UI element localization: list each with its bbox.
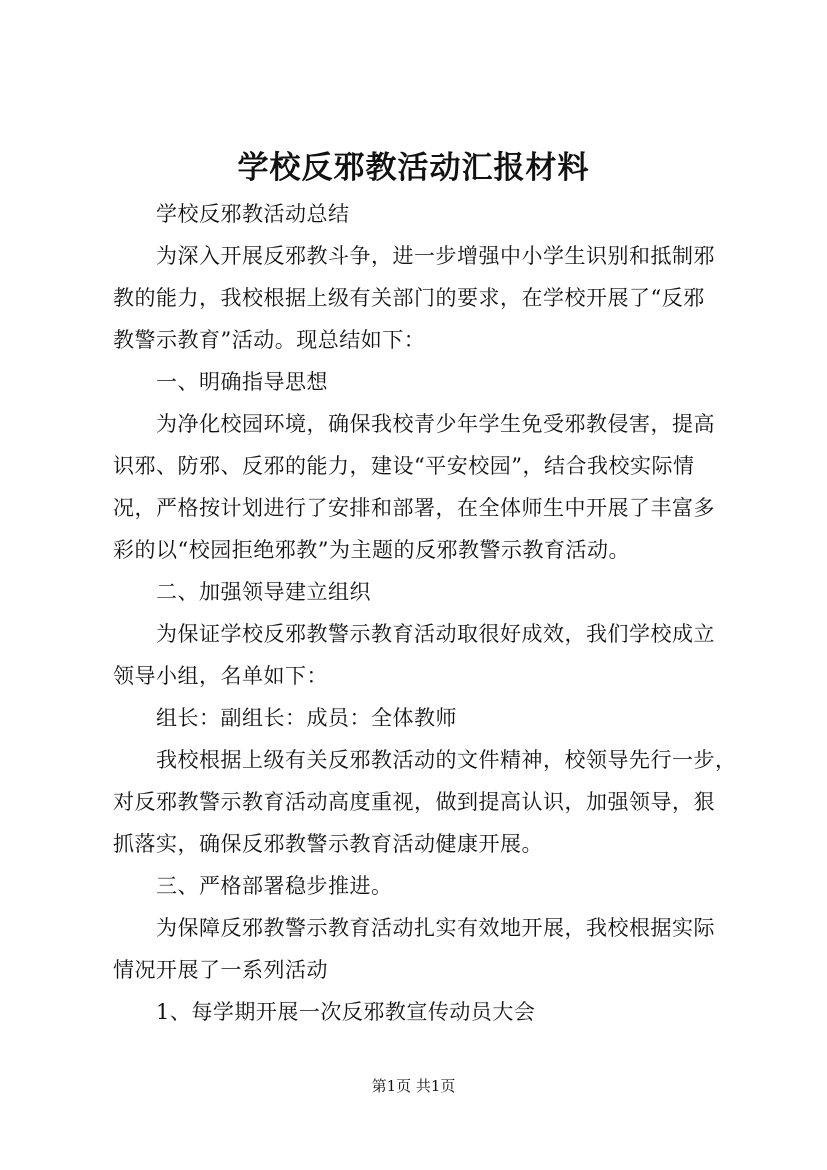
text-line-19: 情况开展了一系列活动 (113, 958, 328, 982)
text-line-2: 为深入开展反邪教斗争，进一步增强中小学生识别和抵制邪 (156, 244, 715, 268)
text-line-4: 教警示教育”活动。现总结如下： (113, 328, 426, 352)
text-line-15: 对反邪教警示教育活动高度重视，做到提高认识，加强领导，狠 (113, 790, 715, 814)
text-line-5: 一、明确指导思想 (156, 370, 328, 394)
text-line-20: 1、每学期开展一次反邪教宣传动员大会 (156, 1000, 536, 1024)
text-line-16: 抓落实，确保反邪教警示教育活动健康开展。 (113, 832, 543, 856)
text-line-8: 况，严格按计划进行了安排和部署，在全体师生中开展了丰富多 (113, 496, 715, 520)
page-number-footer: 第1页 共1页 (371, 1077, 456, 1095)
text-line-17: 三、严格部署稳步推进。 (156, 874, 393, 898)
document-title: 学校反邪教活动汇报材料 (237, 150, 590, 186)
text-line-14: 我校根据上级有关反邪教活动的文件精神，校领导先行一步， (156, 748, 737, 772)
text-line-6: 为净化校园环境，确保我校青少年学生免受邪教侵害，提高 (156, 412, 715, 436)
text-line-3: 教的能力，我校根据上级有关部门的要求，在学校开展了“反邪 (113, 286, 705, 310)
text-line-13: 组长：副组长：成员：全体教师 (156, 706, 457, 730)
text-line-11: 为保证学校反邪教警示教育活动取很好成效，我们学校成立 (156, 622, 715, 646)
text-line-10: 二、加强领导建立组织 (156, 580, 371, 604)
text-line-7: 识邪、防邪、反邪的能力，建设“平安校园”，结合我校实际情 (113, 454, 695, 478)
text-line-1: 学校反邪教活动总结 (156, 202, 350, 226)
text-line-12: 领导小组，名单如下： (113, 664, 328, 688)
text-line-18: 为保障反邪教警示教育活动扎实有效地开展，我校根据实际 (156, 916, 715, 940)
text-line-9: 彩的以“校园拒绝邪教”为主题的反邪教警示教育活动。 (113, 538, 630, 562)
